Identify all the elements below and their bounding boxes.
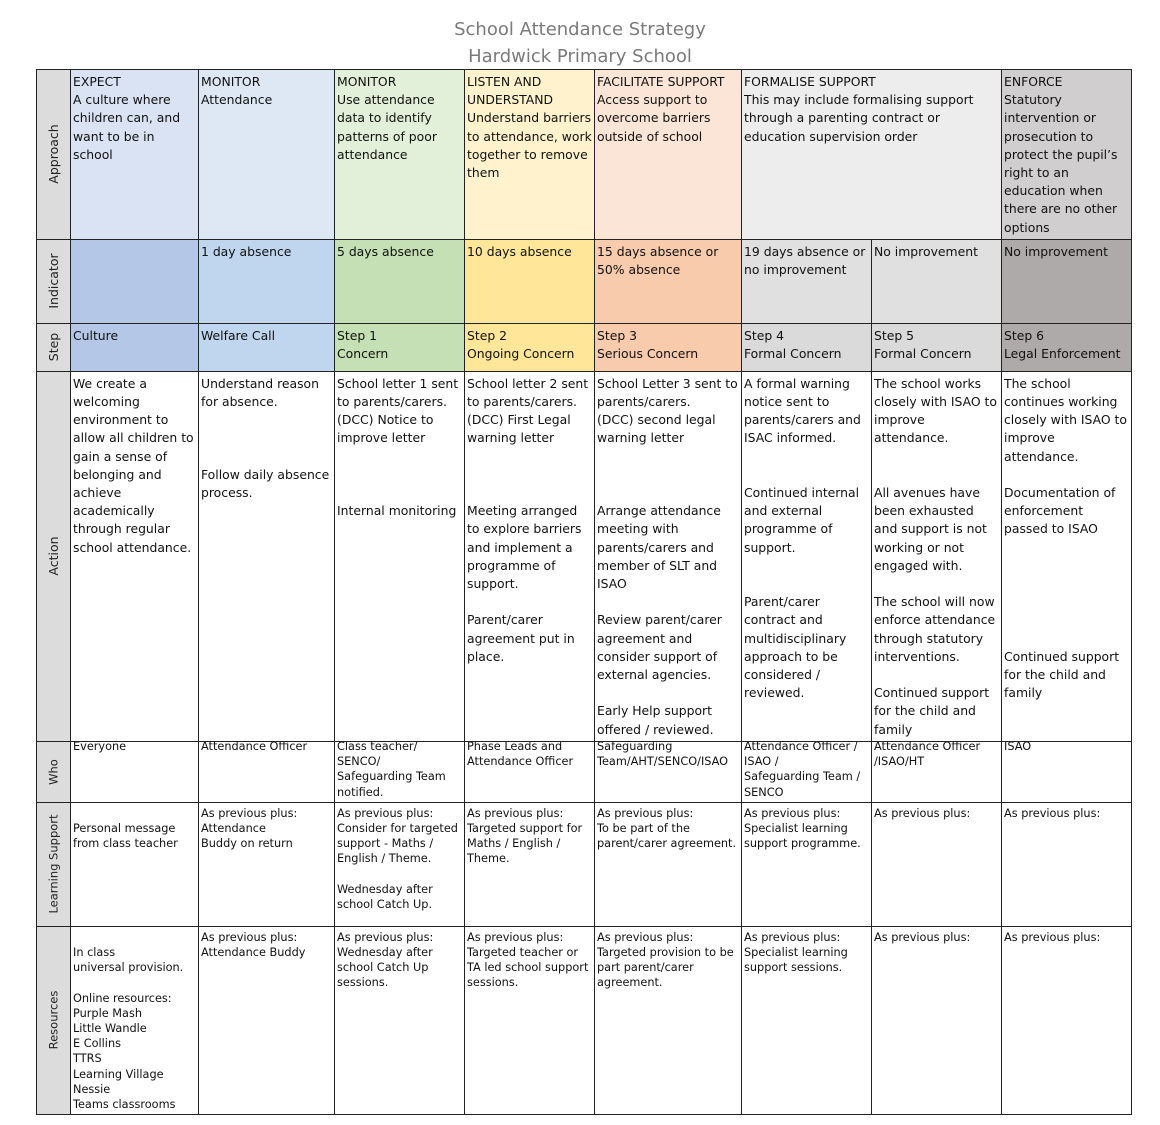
- approach-expect: EXPECT A culture where children can, and want to be in school: [71, 70, 199, 240]
- learning-support-cell: As previous plus: Specialist learning support programme.: [742, 802, 872, 926]
- who-cell: ISAO: [1002, 741, 1132, 802]
- action-cell: The school works closely with ISAO to improve attendance. All avenues have been exhausted and support is not working or not engaged with. The school will now enforce attendance through statutory interventions. Continued support for the child and family: [872, 371, 1002, 741]
- resources-cell: As previous plus:: [872, 926, 1002, 1114]
- document-title: School Attendance Strategy: [454, 19, 706, 40]
- row-label-who: Who: [37, 741, 71, 802]
- action-cell: School letter 1 sent to parents/carers. (DCC) Notice to improve letter Internal monitoring: [335, 371, 465, 741]
- resources-cell: As previous plus: Attendance Buddy: [199, 926, 335, 1114]
- step-cell: Welfare Call: [199, 323, 335, 371]
- approach-row: [37, 70, 1132, 240]
- row-label-approach: Approach: [37, 70, 71, 240]
- approach-listen-understand: LISTEN AND UNDERSTAND Understand barriers to attendance, work together to remove them: [465, 70, 595, 240]
- resources-cell: As previous plus:: [1002, 926, 1132, 1114]
- row-label-resources: Resources: [37, 926, 71, 1114]
- action-row: [37, 371, 1132, 741]
- step-row: [37, 323, 1132, 371]
- step-cell: Step 4 Formal Concern: [742, 323, 872, 371]
- approach-monitor-attendance: MONITOR Attendance: [199, 70, 335, 240]
- action-cell: School Letter 3 sent to parents/carers. (DCC) second legal warning letter Arrange attendance meeting with parents/carers and member of SLT and ISAO Review parent/carer agreement and consider support of external agencies. Early Help support offered / reviewed.: [595, 371, 742, 741]
- learning-support-cell: As previous plus:: [872, 802, 1002, 926]
- who-cell: Attendance Officer /ISAO/HT: [872, 741, 1002, 802]
- action-cell: School letter 2 sent to parents/carers. (DCC) First Legal warning letter Meeting arranged to explore barriers and implement a programme of support. Parent/carer agreement put in place.: [465, 371, 595, 741]
- indicator-cell: No improvement: [1002, 239, 1132, 323]
- approach-facilitate-support: FACILITATE SUPPORT Access support to overcome barriers outside of school: [595, 70, 742, 240]
- indicator-row: [37, 239, 1132, 323]
- learning-support-cell: As previous plus: Targeted support for Maths / English / Theme.: [465, 802, 595, 926]
- row-label-indicator: Indicator: [37, 239, 71, 323]
- approach-formalise-support: FORMALISE SUPPORT This may include formalising support through a parenting contract or education supervision order: [742, 70, 1002, 240]
- step-cell: Step 5 Formal Concern: [872, 323, 1002, 371]
- approach-enforce: ENFORCE Statutory intervention or prosecution to protect the pupil’s right to an education when there are no other options: [1002, 70, 1132, 240]
- indicator-cell: 19 days absence or no improvement: [742, 239, 872, 323]
- action-cell: We create a welcoming environment to allow all children to gain a sense of belonging and achieve academically through regular school attendance.: [71, 371, 199, 741]
- resources-cell: As previous plus: Specialist learning support sessions.: [742, 926, 872, 1114]
- action-cell: A formal warning notice sent to parents/carers and ISAC informed. Continued internal and external programme of support. Parent/carer contract and multidisciplinary approach to be considered / reviewed.: [742, 371, 872, 741]
- who-cell: Safeguarding Team/AHT/SENCO/ISAO: [595, 741, 742, 802]
- attendance-strategy-table: [36, 69, 1132, 1115]
- resources-cell: In class universal provision. Online resources: Purple Mash Little Wandle E Collins TTRS Learning Village Nessie Teams classrooms: [71, 926, 199, 1114]
- who-cell: Phase Leads and Attendance Officer: [465, 741, 595, 802]
- who-cell: Attendance Officer / ISAO / Safeguarding Team / SENCO: [742, 741, 872, 802]
- learning-support-row: [37, 802, 1132, 926]
- who-cell: Attendance Officer: [199, 741, 335, 802]
- resources-cell: As previous plus: Targeted provision to be part parent/carer agreement.: [595, 926, 742, 1114]
- action-cell: Understand reason for absence. Follow daily absence process.: [199, 371, 335, 741]
- indicator-cell: No improvement: [872, 239, 1002, 323]
- indicator-cell: 10 days absence: [465, 239, 595, 323]
- indicator-cell: [71, 239, 199, 323]
- learning-support-cell: Personal message from class teacher: [71, 802, 199, 926]
- indicator-cell: 5 days absence: [335, 239, 465, 323]
- learning-support-cell: As previous plus:: [1002, 802, 1132, 926]
- indicator-cell: 15 days absence or 50% absence: [595, 239, 742, 323]
- who-row: [37, 741, 1132, 802]
- step-cell: Culture: [71, 323, 199, 371]
- who-cell: Everyone: [71, 741, 199, 802]
- step-cell: Step 2 Ongoing Concern: [465, 323, 595, 371]
- row-label-step: Step: [37, 323, 71, 371]
- row-label-learning-support: Learning Support: [37, 802, 71, 926]
- resources-row: [37, 926, 1132, 1114]
- learning-support-cell: As previous plus: Attendance Buddy on return: [199, 802, 335, 926]
- step-cell: Step 6 Legal Enforcement: [1002, 323, 1132, 371]
- learning-support-cell: As previous plus: To be part of the parent/carer agreement.: [595, 802, 742, 926]
- action-cell: The school continues working closely with ISAO to improve attendance. Documentation of enforcement passed to ISAO Continued support for the child and family: [1002, 371, 1132, 741]
- approach-monitor-data: MONITOR Use attendance data to identify patterns of poor attendance: [335, 70, 465, 240]
- resources-cell: As previous plus: Wednesday after school Catch Up sessions.: [335, 926, 465, 1114]
- who-cell: Class teacher/ SENCO/ Safeguarding Team notified.: [335, 741, 465, 802]
- school-name: Hardwick Primary School: [468, 46, 692, 67]
- learning-support-cell: As previous plus: Consider for targeted support - Maths / English / Theme. Wednesday after school Catch Up.: [335, 802, 465, 926]
- indicator-cell: 1 day absence: [199, 239, 335, 323]
- step-cell: Step 3 Serious Concern: [595, 323, 742, 371]
- step-cell: Step 1 Concern: [335, 323, 465, 371]
- resources-cell: As previous plus: Targeted teacher or TA led school support sessions.: [465, 926, 595, 1114]
- row-label-action: Action: [37, 371, 71, 741]
